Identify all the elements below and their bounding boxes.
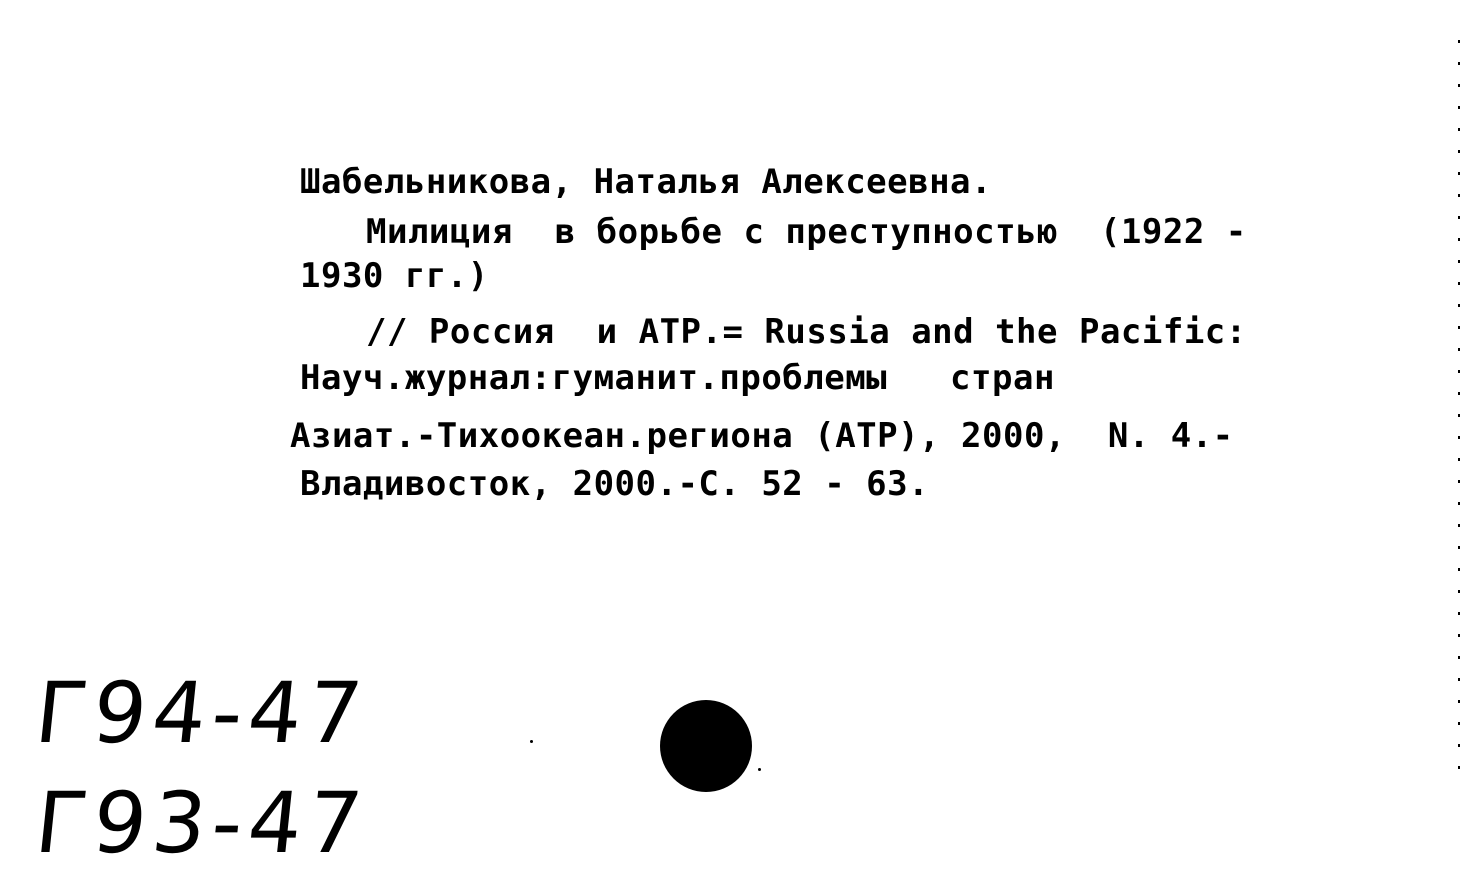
shelf-mark-1: Г94-47 xyxy=(30,664,373,762)
source-line-3: Азиат.-Тихоокеан.региона (АТР), 2000, N. 4.- xyxy=(290,416,1234,456)
title-line-2: 1930 гг.) xyxy=(300,256,489,296)
source-line-4: Владивосток, 2000.-С. 52 - 63. xyxy=(300,464,930,504)
speck-mark xyxy=(530,740,533,743)
source-line-2: Науч.журнал:гуманит.проблемы стран xyxy=(300,358,1055,398)
title-line-1: Милиция в борьбе с преступностью (1922 - xyxy=(366,212,1247,252)
speck-mark xyxy=(758,768,761,771)
source-line-1: // Россия и АТР.= Russia and the Pacific: xyxy=(366,312,1247,352)
punch-hole xyxy=(660,700,752,792)
card-edge-marks xyxy=(1458,40,1460,780)
author-line: Шабельникова, Наталья Алексеевна. xyxy=(300,162,993,202)
shelf-mark-2: Г93-47 xyxy=(30,774,373,872)
